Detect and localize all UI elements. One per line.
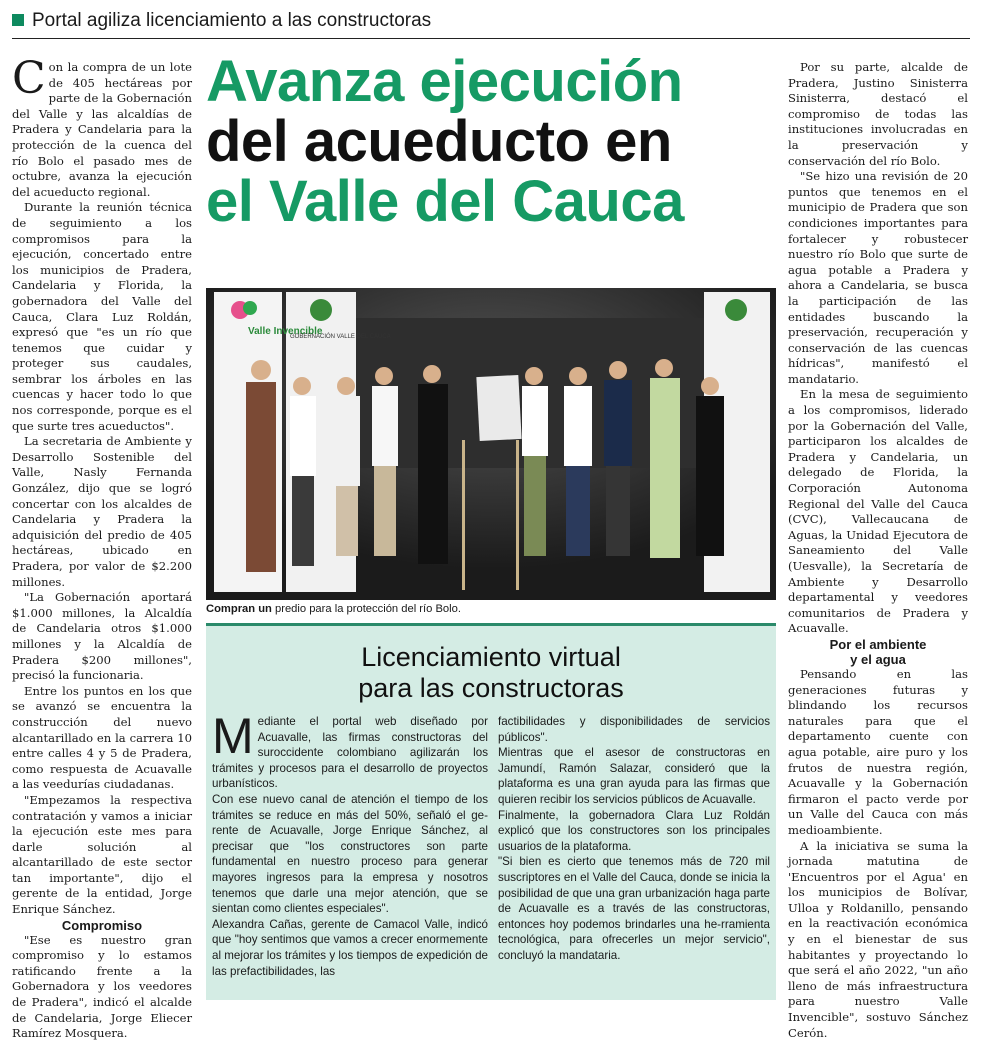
photo-logo-right-text: GOBERNACIÓN VALLE DEL CAUCA [290,334,391,340]
subhead-compromiso: Compromiso [61,917,143,933]
right-column [788,60,968,1041]
right-paragraph-4: Pensando en las generaciones futuras y blindando los recursos naturales para que el departamento cuente con agua potable, aire puro y los frutos de nuestra región, Acuavalle y la Gobernación firmaron el pacto verde por un Valle del Cauca con más medioambiente. [788,666,968,837]
photo-logo-left-text: Valle Invencible [248,326,323,337]
box-drop-cap: M [212,708,254,764]
caption-text: predio para la protección del río Bolo. [275,603,461,615]
photo-caption [206,603,776,615]
left-paragraph-4: "La Gobernación aportará $1.000 millones, la Alcaldía de Candelaria otros $1.000 millones y la Alcaldía de Pradera $200 millones", precisó la funcionaria. [12,590,192,683]
box-col1-paragraph-3: Alexandra Cañas, gerente de Camacol Valle, indicó que "hoy sentimos que vamos a crecer enormemente al mejorar los trámites y los tiempos de expedición de las prefactibilidades, las [212,917,488,978]
left-paragraph-7: "Ese es nuestro gran compromiso y lo estamos ratificando frente a la Gobernadora y los veedores de Pradera", indicó el alcalde de Candelaria, Jorge Eliecer Ramírez Mosquera. [12,932,192,1041]
kicker-text: Portal agiliza licenciamiento a las constructoras [32,10,432,31]
box-column-1 [212,708,488,979]
box-col1-paragraph-2: Con ese nuevo canal de atención el tiempo de los trámites se reduce en más del 50%, señaló el ge-rente de Acuavalle, Jorge Enrique Sánchez, al precisar que "los constructores son parte fundamental en nuestro proceso para generar mayores ingresos para la empresa y nosotros tenemos que darle una mejor atención, que se sientan como clientes especiales". [212,792,488,916]
left-paragraph-2: Durante la reunión técnica de seguimiento a los compromisos para la ejecución, concertado entre los municipios de Pradera, Candelaria y Florida, la gobernadora del Valle del Cauca, Clara Luz Roldán, expresó que "es un río que tenemos que cuidar y proteger sus caudales, sembrar los árboles en las cuencas y hacer todo lo que nos corresponde, porque es el que surte tres acueductos". [12,200,192,433]
left-column [12,53,192,1042]
left-paragraph-6: "Empezamos la respectiva contratación y vamos a iniciar la ejecución este mes para darle solución al alcantarillado de este sector tan importante", dijo el gerente de la entidad, Jorge Enrique Sánchez. [12,792,192,917]
kicker-square-icon [12,14,24,26]
left-paragraph-3: La secretaria de Ambiente y Desarrollo Sostenible del Valle, Nasly Fernanda González, dijo que se logró concertar con los alcaldes de Candelaria y Pradera la adquisición del predio de 405 hectáreas, ubicado en Pradera, por valor de $2.200 millones. [12,434,192,589]
event-photo [206,288,776,600]
right-paragraph-1: Por su parte, alcalde de Pradera, Justino Sinisterra Sinisterra, destacó el compromiso de todas las instituciones involucradas en la preservación y conservación del río Bolo. [788,60,968,168]
box-column-2 [498,714,770,964]
box-col2-paragraph-4: "Si bien es cierto que tenemos más de 720 mil suscriptores en el Valle del Cauca, donde se inicia la posibilidad de que una gran urbanización haga parte de Acuavalle es a través de las constructoras, entonces hoy podemos brindarles una he-rramienta tecnológica, para ofrecerles un mejor servicio", concluyó la mandataria. [498,855,770,962]
box-title: Licenciamiento virtual para las constructoras [358,642,624,703]
headline [206,49,776,234]
right-paragraph-2: "Se hizo una revisión de 20 puntos que tenemos en el municipio de Pradera que son condiciones importantes para fortalecer y robustecer nuestro río Bolo que surte de agua potable a Pradera y ahora a Candelaria, se busca la participación de las entidades buscando la preservación, recuperación y conservación de las cuencas hídricas", manifestó el mandatario. [788,169,968,386]
box-col2-paragraph-1: factibilidades y disponibilidades de servicios públicos". [498,715,770,744]
left-paragraph-5: Entre los puntos en los que se avanzó se encuentra la construcción del nuevo alcantarillado en la carrera 10 entre calles 4 y 5 de Pradera, como respuesta de Acuavalle a las veedurías ciudadanas. [12,683,192,792]
subhead-ambiente: Por el ambiente y el agua [829,636,927,667]
event-photo-illustration [206,288,776,600]
box-col2-paragraph-2: Mientras que el asesor de constructoras en Jamundí, Ramón Salazar, consideró que la plataforma es una gran ayuda para las firmas que quieren recibir los servicios públicos de Acuavalle. [498,746,770,806]
right-paragraph-3: En la mesa de seguimiento a los compromisos, liderado por la Gobernación del Valle, participaron los alcaldes de Pradera y Candelaria, un delegado de Florida, la Corporación Autonoma Regional del Valle del Cauca (CVC), Vallecaucana de Aguas, la Unidad Ejecutora de Saneamiento del Valle (Uesvalle), la Secretaría de Ambiente y Desarrollo departamental y veedores comunitarios de Pradera y Acuavalle. [788,387,968,636]
box-col2-paragraph-3: Finalmente, la gobernadora Clara Luz Roldán explicó que los constructores son los principales usuarios de la plataforma. [498,808,770,853]
sidebar-box [206,623,776,1000]
headline-line-1: Avanza ejecución [206,49,683,114]
headline-line-3: el Valle del Cauca [206,169,684,234]
headline-line-2: del acueducto en [206,109,672,174]
drop-cap: C [12,53,46,104]
section-kicker [12,8,970,39]
box-col1-paragraph-1: Mediante el portal web diseñado por Acuavalle, las firmas constructoras del suroccidente colombiano agilizarán los trámites y procesos para el desarrollo de proyectos urbanísticos. [212,708,488,791]
caption-bold: Compran un [206,603,272,615]
right-paragraph-5: A la iniciativa se suma la jornada matutina de 'Encuentros por el Agua' en los municipios de Bolívar, Ulloa y Roldanillo, pensando en la reactivación económica y en el bienestar de sus habitantes y proyectando lo que será el año 2022, "un año lleno de más infraestructura para nuestro Valle Invencible", sostuvo Sánchez Cerón. [788,838,968,1040]
left-paragraph-1: Con la compra de un lote de 405 hectáreas por parte de la Gobernación del Valle y las alcaldías de Pradera y Candelaria para la protección de la cuenca del río Bolo el pasado mes de octubre, avanza la ejecución del acueducto regional. [12,53,192,199]
